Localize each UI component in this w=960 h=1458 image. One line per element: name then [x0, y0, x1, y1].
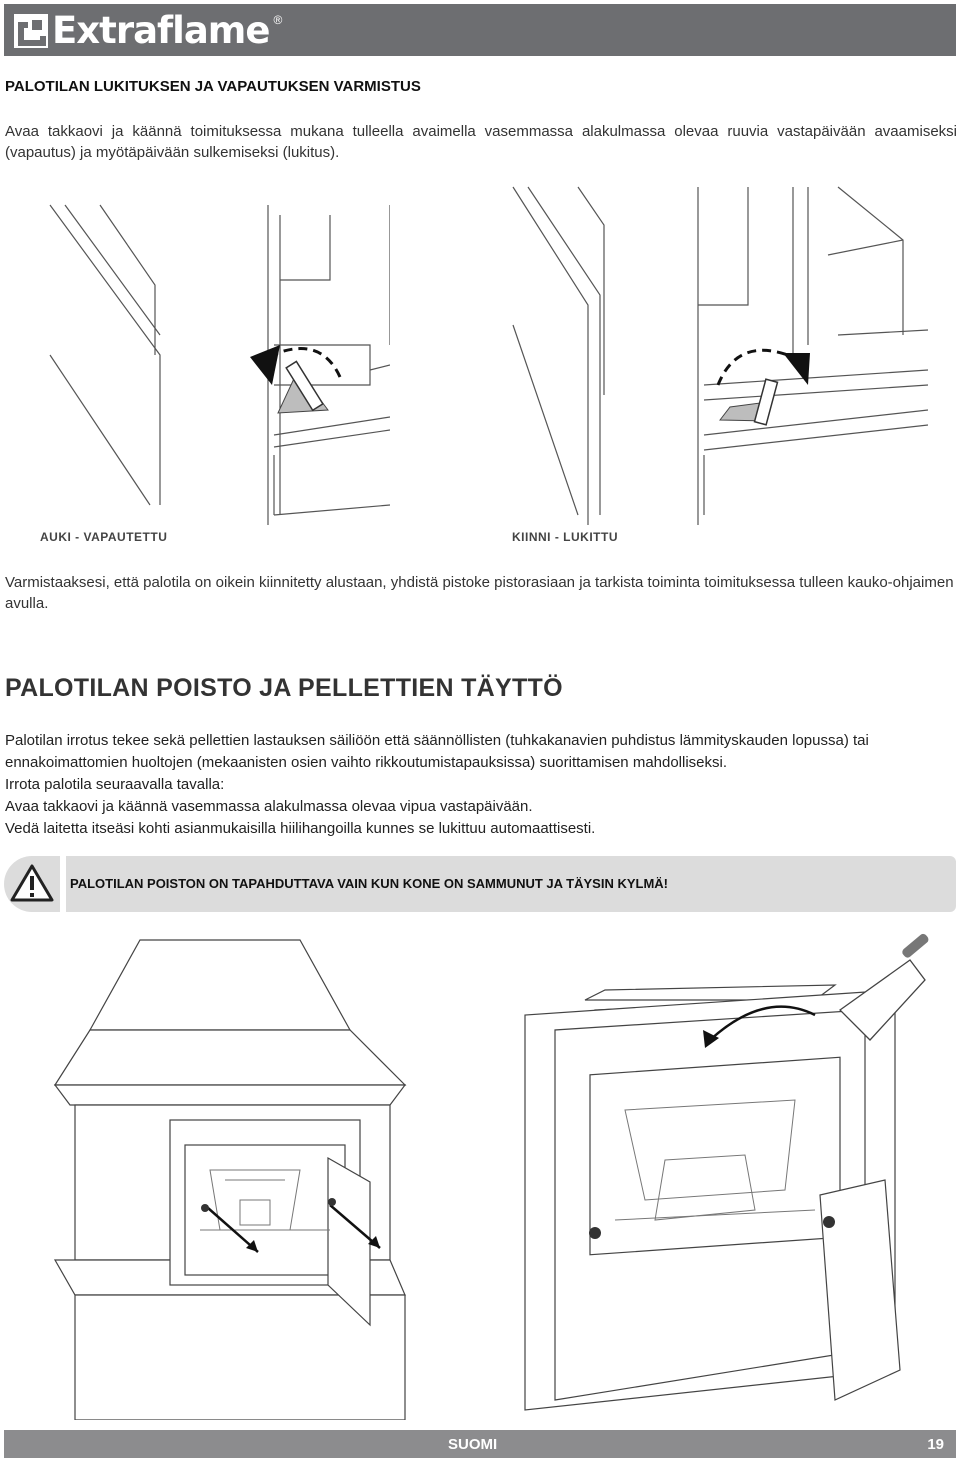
- section2-body: [5, 730, 957, 840]
- warning-bar: [66, 856, 956, 912]
- section2-line1: Irrota palotila seuraavalla tavalla:: [5, 776, 225, 793]
- section1-intro: Avaa takkaovi ja käännä toimituksessa mukana tulleella avaimella vasemmassa alakulmassa olevaa ruuvia vastapäivään avaamiseksi (vapautus) ja myötäpäivään sulkemiseksi (lukitus).: [5, 123, 957, 161]
- brand-name: Extraflame: [52, 9, 270, 52]
- caption-closed: KIINNI - LUKITTU: [512, 530, 618, 544]
- caption-open: AUKI - VAPAUTETTU: [40, 530, 168, 544]
- insert-pellet-illustration: [515, 930, 935, 1420]
- warning-icon-wrap: [4, 856, 60, 912]
- brand-registered: ®: [273, 13, 283, 27]
- warning-icon: [4, 856, 60, 912]
- section2-title: PALOTILAN POISTO JA PELLETTIEN TÄYTTÖ: [5, 674, 563, 702]
- diagram-closed-locked: [508, 185, 928, 525]
- diagram-open-unlocked: [40, 185, 390, 525]
- section1-note: Varmistaaksesi, että palotila on oikein kiinnitetty alustaan, yhdistä pistoke pistorasiaan ja tarkista toiminta toimituksessa tulleen kauko-ohjaimen avulla.: [5, 574, 954, 612]
- section2-line3: Vedä laitetta itseäsi kohti asianmukaisilla hiilihangoilla kunnes se lukittuu automaattisesti.: [5, 820, 596, 837]
- page-number: 19: [927, 1436, 944, 1453]
- warning-banner: [4, 856, 956, 912]
- brand-logo: [12, 11, 282, 51]
- fireplace-illustration: [50, 930, 430, 1420]
- brand-header: [4, 4, 956, 56]
- page-footer: [4, 1430, 956, 1458]
- section2-line2: Avaa takkaovi ja käännä vasemmassa alakulmassa olevaa vipua vastapäivään.: [5, 798, 533, 815]
- section1-title: PALOTILAN LUKITUKSEN JA VAPAUTUKSEN VARMISTUS: [5, 78, 421, 95]
- brand-mark-icon: [12, 12, 50, 50]
- section2-paragraph: Palotilan irrotus tekee sekä pellettien lastauksen säiliöön että säännöllisten (tuhkakanavien puhdistus lämmityskauden lopussa) tai ennakoimattomien huoltojen (mekaanisten osien vaihto rikkoutumistapauksissa) suorittamisen mahdolliseksi.: [5, 732, 869, 771]
- footer-language: SUOMI: [448, 1436, 498, 1453]
- warning-text: PALOTILAN POISTON ON TAPAHDUTTAVA VAIN KUN KONE ON SAMMUNUT JA TÄYSIN KYLMÄ!: [70, 876, 668, 891]
